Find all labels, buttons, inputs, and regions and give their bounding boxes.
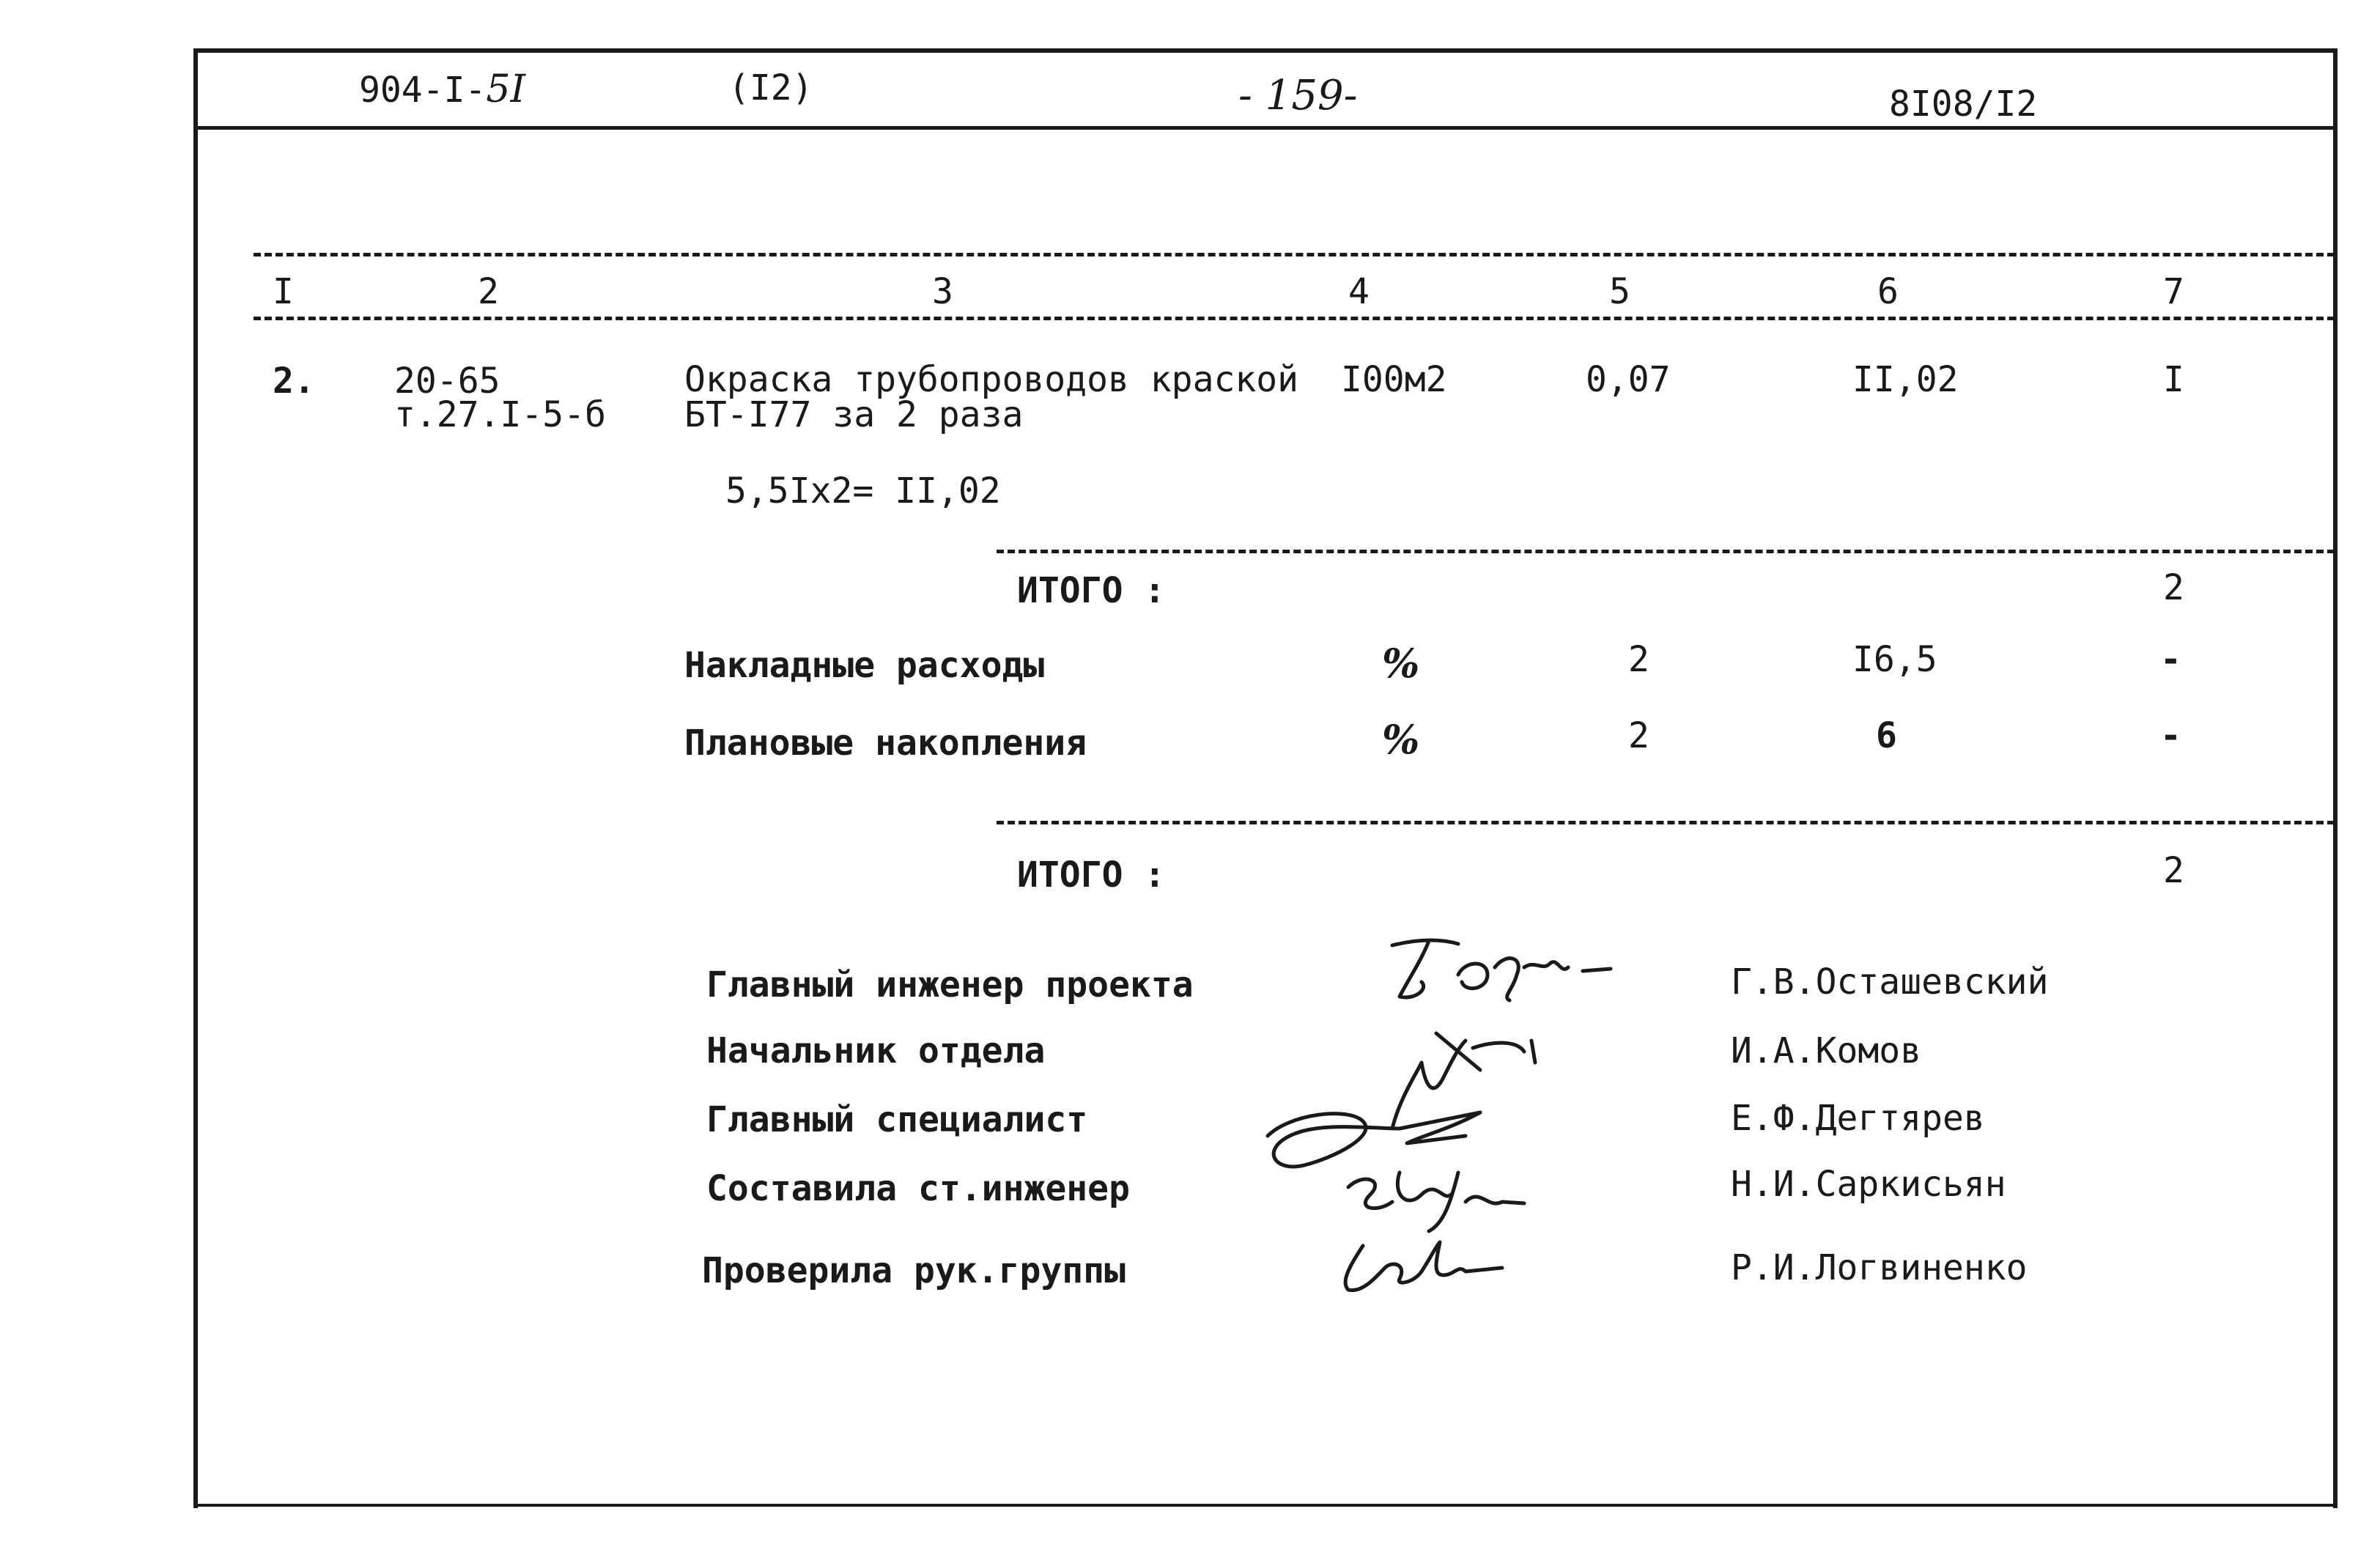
col-header-7: 7 bbox=[2163, 271, 2184, 312]
norm-reference: т.27.I-5-б bbox=[394, 394, 606, 435]
series-code bbox=[359, 67, 526, 111]
page-number: - 159- bbox=[1238, 72, 1358, 119]
signer-role: Начальник отдела bbox=[706, 1030, 1046, 1071]
calculation: 5,5Iх2= II,02 bbox=[725, 470, 1001, 512]
overhead-col7: - bbox=[2160, 639, 2181, 680]
overhead-label: Накладные расходы bbox=[684, 645, 1045, 686]
col-header-6: 6 bbox=[1877, 271, 1899, 312]
col-header-2: 2 bbox=[478, 271, 499, 312]
cost-value: II,02 bbox=[1852, 359, 1959, 400]
frame-top bbox=[193, 48, 2338, 53]
series-prefix: 904-I- bbox=[359, 70, 487, 111]
table-header-rule bbox=[254, 317, 2335, 320]
planned-unit: % bbox=[1382, 716, 1420, 763]
planned-qty: 2 bbox=[1628, 715, 1649, 756]
document-code: 8I08/I2 bbox=[1889, 84, 2038, 125]
signer-role: Главный инженер проекта bbox=[706, 964, 1194, 1005]
quantity: 0,07 bbox=[1586, 359, 1671, 400]
signer-name: Н.И.Саркисьян bbox=[1731, 1164, 2006, 1205]
total-value: 2 bbox=[2163, 850, 2184, 891]
series-handwritten: 5I bbox=[486, 67, 526, 111]
frame-bottom bbox=[193, 1504, 2338, 1507]
overhead-qty: 2 bbox=[1628, 639, 1649, 680]
row-number: 2. bbox=[273, 361, 315, 402]
signature-sarkisyan bbox=[1341, 1158, 1531, 1238]
signer-name: Е.Ф.Дегтярев bbox=[1731, 1098, 1985, 1139]
header-divider bbox=[193, 126, 2338, 130]
total-label: ИТОГО : bbox=[1017, 854, 1166, 896]
signer-name: Р.И.Логвиненко bbox=[1731, 1247, 2028, 1288]
signer-role: Проверила рук.группы bbox=[702, 1250, 1126, 1291]
col-header-1: I bbox=[273, 271, 294, 312]
subtotal-value: 2 bbox=[2163, 567, 2184, 608]
signer-role: Главный специалист bbox=[706, 1099, 1088, 1140]
table-top-rule bbox=[254, 253, 2335, 256]
signer-name: Г.В.Осташевский bbox=[1731, 961, 2049, 1003]
planned-col7: - bbox=[2160, 715, 2181, 756]
subtotal-rule bbox=[997, 550, 2335, 553]
col-header-3: 3 bbox=[932, 271, 953, 312]
norm-code: 20-65 bbox=[394, 361, 500, 402]
signer-role: Составила ст.инженер bbox=[706, 1168, 1130, 1209]
album-number: (I2) bbox=[728, 67, 813, 108]
col7-value: I bbox=[2163, 359, 2184, 400]
frame-right bbox=[2333, 50, 2338, 1508]
subtotal-label: ИТОГО : bbox=[1017, 570, 1166, 611]
planned-rate: 6 bbox=[1876, 715, 1897, 756]
col-header-5: 5 bbox=[1609, 271, 1630, 312]
overhead-rate: I6,5 bbox=[1852, 639, 1937, 680]
planned-label: Плановые накопления bbox=[684, 723, 1087, 764]
work-description-cont: БТ-I77 за 2 раза bbox=[684, 394, 1024, 435]
unit-of-measure: I00м2 bbox=[1341, 359, 1447, 400]
signature-ostashevsky bbox=[1378, 931, 1612, 1011]
signature-logvinenko bbox=[1334, 1231, 1509, 1304]
work-description: Окраска трубопроводов краской bbox=[684, 359, 1299, 400]
signer-name: И.А.Комов bbox=[1731, 1030, 1922, 1071]
col-header-4: 4 bbox=[1348, 271, 1370, 312]
total-rule bbox=[997, 821, 2335, 824]
overhead-unit: % bbox=[1382, 640, 1420, 687]
frame-left bbox=[193, 50, 198, 1508]
